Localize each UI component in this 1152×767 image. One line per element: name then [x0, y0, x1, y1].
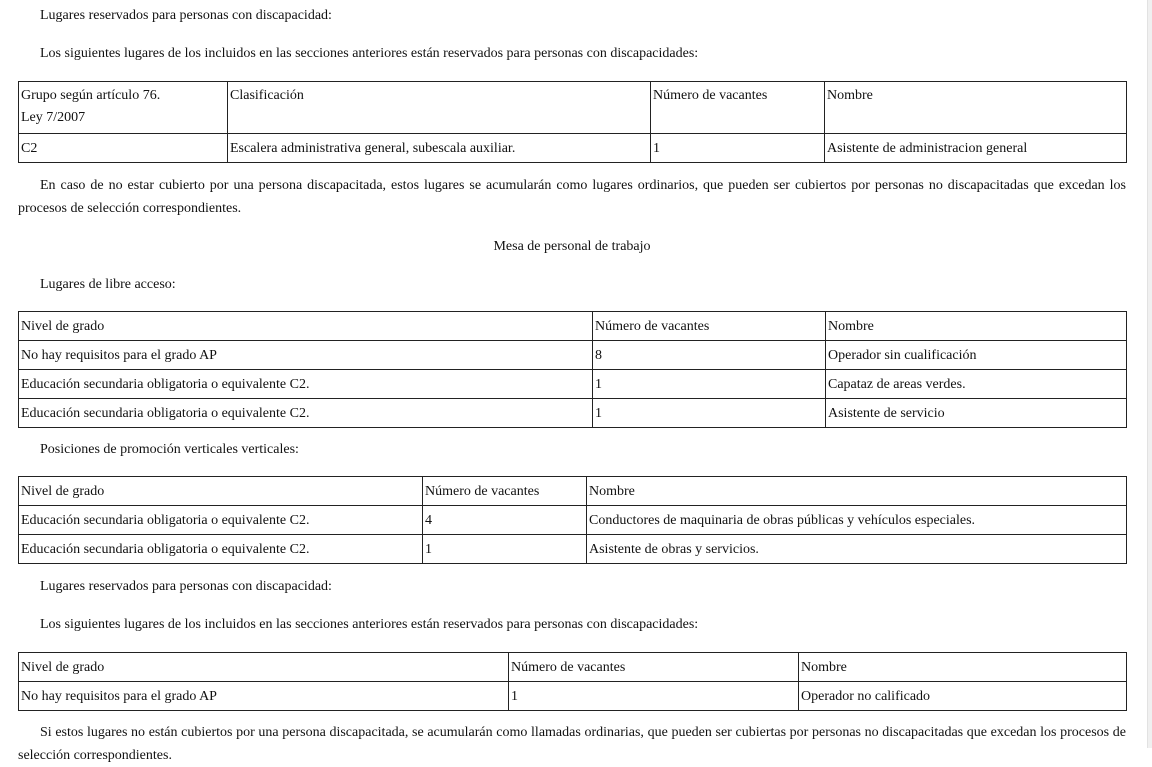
table-row — [19, 535, 1127, 564]
reserved-intro-1: Los siguientes lugares de los incluidos en las secciones anteriores están reservados para personas con discapacidades: — [40, 46, 699, 61]
reserved-heading-2: Lugares reservados para personas con discapacidad: — [40, 579, 332, 594]
header-cell: Nombre — [825, 82, 1127, 134]
table-header-row — [19, 477, 1127, 506]
scrollbar[interactable] — [1147, 0, 1152, 748]
header-cell: Nivel de grado — [19, 477, 423, 506]
header-cell: Clasificación — [228, 82, 651, 134]
table-row — [19, 370, 1127, 399]
table-row — [19, 134, 1127, 163]
table-cell: Educación secundaria obligatoria o equivalente C2. — [19, 506, 423, 535]
header-cell: Nivel de grado — [19, 312, 593, 341]
reserved-heading-1: Lugares reservados para personas con discapacidad: — [40, 8, 332, 23]
table-cell: 1 — [593, 399, 826, 428]
reserved-note-1: En caso de no estar cubierto por una persona discapacitada, estos lugares se acumularán como lugares ordinarios, que pueden ser cubiertos por personas no discapacitadas que excedan los procesos de selección correspondientes. — [18, 178, 1126, 216]
vertical-promotion-table — [18, 476, 1127, 564]
table-row — [19, 682, 1127, 711]
table-row — [19, 399, 1127, 428]
document-body — [18, 0, 1126, 767]
table-cell: Escalera administrativa general, subescala auxiliar. — [228, 134, 651, 163]
table-cell: Educación secundaria obligatoria o equivalente C2. — [19, 370, 593, 399]
table-cell: Operador no calificado — [799, 682, 1127, 711]
table-header-row — [19, 653, 1127, 682]
table-cell: Asistente de servicio — [826, 399, 1127, 428]
table-cell: 1 — [593, 370, 826, 399]
reserved-note-2: Si estos lugares no están cubiertos por una persona discapacitada, se acumularán como llamadas ordinarias, que pueden ser cubiertas por personas no discapacitadas que excedan los procesos de selección correspondientes. — [18, 725, 1126, 763]
table-cell: Asistente de obras y servicios. — [587, 535, 1127, 564]
table-cell: 4 — [423, 506, 587, 535]
vertical-promotion-heading: Posiciones de promoción verticales verticales: — [40, 442, 299, 457]
free-access-heading: Lugares de libre acceso: — [40, 277, 176, 292]
header-cell: Número de vacantes — [593, 312, 826, 341]
table-cell: Educación secundaria obligatoria o equivalente C2. — [19, 535, 423, 564]
table-row — [19, 506, 1127, 535]
table-cell: Conductores de maquinaria de obras públicas y vehículos especiales. — [587, 506, 1127, 535]
header-cell: Número de vacantes — [509, 653, 799, 682]
header-line: Grupo según artículo 76. — [21, 88, 161, 103]
table-header-row — [19, 82, 1127, 134]
table-cell: 1 — [651, 134, 825, 163]
reserved-table-2 — [18, 652, 1127, 711]
reserved-intro-2: Los siguientes lugares de los incluidos en las secciones anteriores están reservados para personas con discapacidades: — [40, 617, 699, 632]
table-cell: 8 — [593, 341, 826, 370]
table-cell: Capataz de areas verdes. — [826, 370, 1127, 399]
header-cell: Número de vacantes — [423, 477, 587, 506]
table-header-row — [19, 312, 1127, 341]
table-row — [19, 341, 1127, 370]
table-cell: C2 — [19, 134, 228, 163]
table-cell: Operador sin cualificación — [826, 341, 1127, 370]
section-title: Mesa de personal de trabajo — [493, 239, 651, 254]
free-access-table — [18, 311, 1127, 428]
header-cell: Nombre — [826, 312, 1127, 341]
header-line: Ley 7/2007 — [21, 110, 86, 125]
header-cell: Nivel de grado — [19, 653, 509, 682]
table-cell: Asistente de administracion general — [825, 134, 1127, 163]
header-cell: Nombre — [587, 477, 1127, 506]
table-cell: 1 — [423, 535, 587, 564]
table-cell: Educación secundaria obligatoria o equivalente C2. — [19, 399, 593, 428]
table-cell: No hay requisitos para el grado AP — [19, 341, 593, 370]
header-cell: Número de vacantes — [651, 82, 825, 134]
reserved-table-1 — [18, 81, 1127, 163]
header-cell: Nombre — [799, 653, 1127, 682]
table-cell: 1 — [509, 682, 799, 711]
table-cell: No hay requisitos para el grado AP — [19, 682, 509, 711]
header-cell — [19, 82, 228, 134]
